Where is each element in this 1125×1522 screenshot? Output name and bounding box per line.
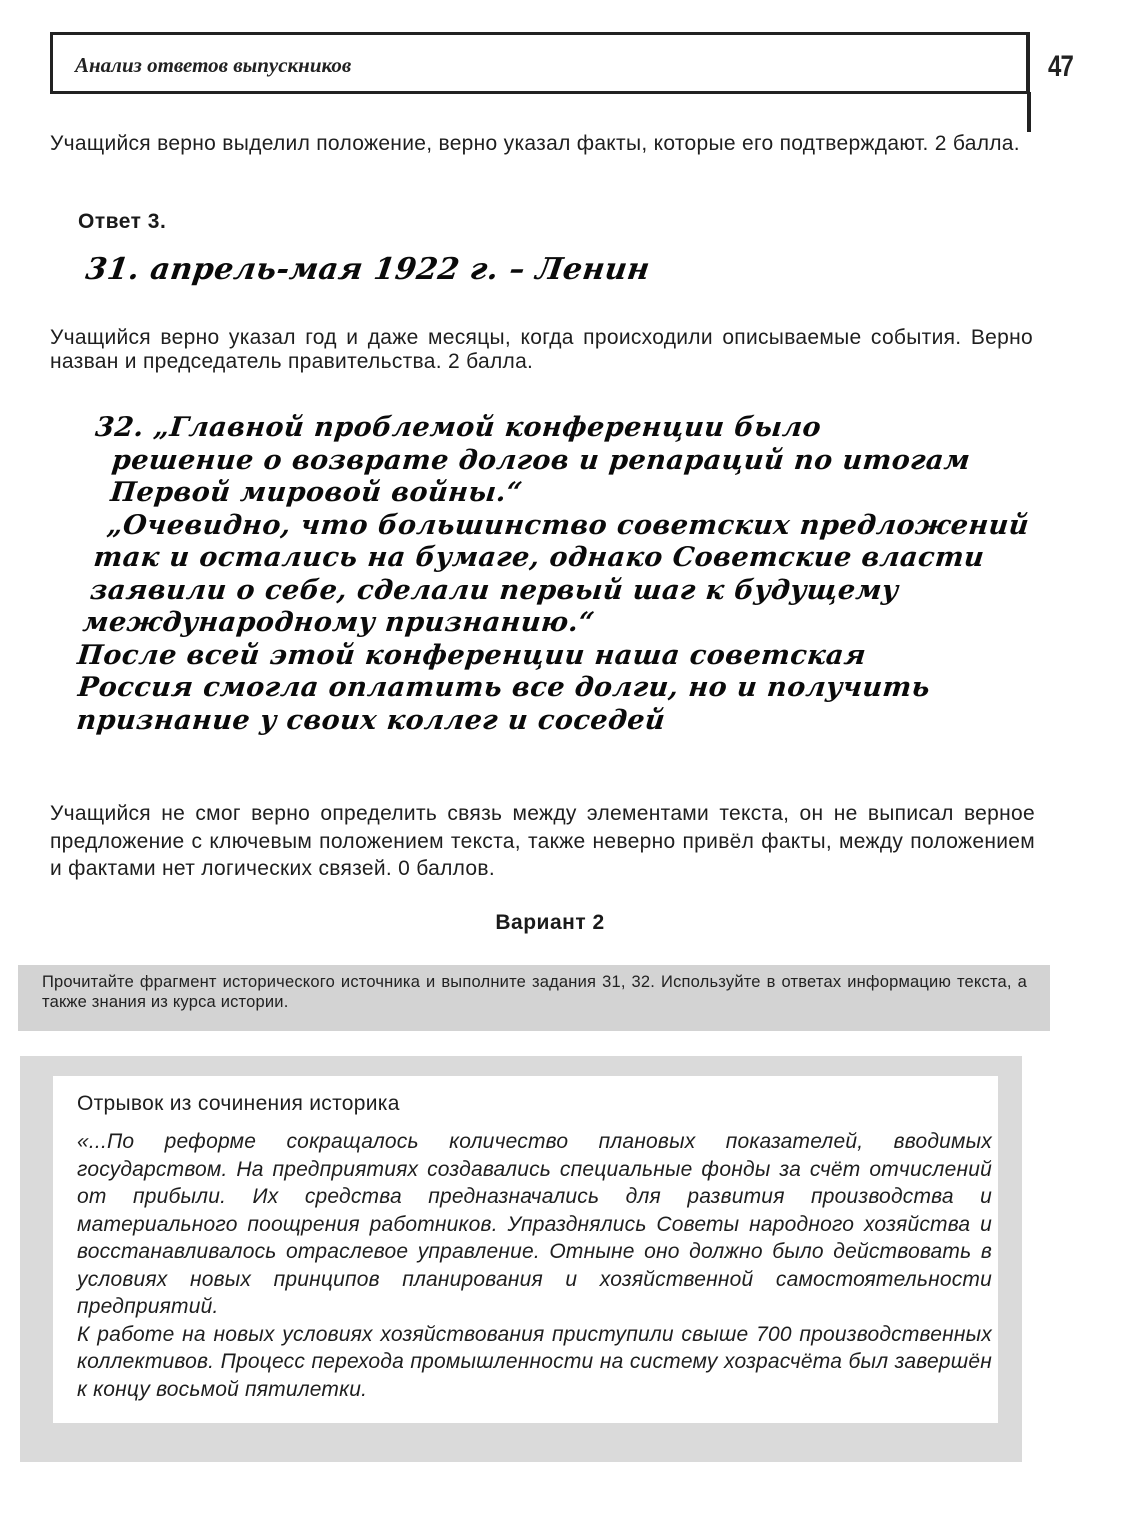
header-rule: [1027, 92, 1031, 132]
running-header: [50, 32, 1030, 94]
handwritten-answer-31: 31. апрель-мая 1922 г. – Ленин: [83, 252, 653, 287]
handwritten-line: так и остались на бумаге, однако Советские власти: [92, 542, 986, 573]
source-excerpt-title: Отрывок из сочинения историка: [77, 1092, 400, 1115]
handwritten-line: решение о возврате долгов и репараций по итогам: [110, 444, 972, 476]
task-instruction-text: Прочитайте фрагмент исторического источника и выполните задания 31, 32. Используйте в ответах информацию текста, а также знания из курса истории.: [42, 973, 1027, 1011]
source-excerpt-body: [77, 1128, 992, 1403]
answer-3-heading: Ответ 3.: [78, 210, 167, 233]
handwritten-line: признание у своих коллег и соседей: [75, 704, 667, 736]
evaluation-paragraph-31: Учащийся верно указал год и даже месяцы, когда происходили описываемые события. Верно назван и председатель правительства. 2 балла.: [50, 326, 1033, 373]
source-paragraph: «...По реформе сокращалось количество плановых показателей, вводимых государством. На предприятиях создавались специальные фонды за счёт отчислений от прибыли. Их средства предназначались для развития производства и материального поощрения работников. Упразднялись Советы народного хозяйства и восстанавливалось отраслевое управление. Отныне оно должно было действовать в условиях новых принципов планирования и хозяйственной самостоятельности предприятий.: [77, 1130, 992, 1318]
handwritten-line: Россия смогла оплатить все долги, но и получить: [76, 672, 932, 703]
running-header-title: Анализ ответов выпускников: [75, 53, 352, 77]
variant-heading: Вариант 2: [495, 911, 605, 934]
page-number: 47: [1048, 50, 1074, 83]
source-excerpt-frame: [20, 1056, 1022, 1462]
handwritten-line: 32. „Главной проблемой конференции было: [93, 412, 823, 443]
handwritten-line: „Очевидно, что большинство советских предложений: [105, 509, 1031, 541]
handwritten-line: После всей этой конференции наша советская: [75, 639, 868, 671]
handwritten-answer-32: [63, 412, 1031, 737]
handwritten-line: Первой мировой войны.“: [108, 477, 525, 508]
source-paragraph: К работе на новых условиях хозяйствования приступили свыше 700 производственных коллективов. Процесс перехода промышленности на систему хозрасчёта был завершён к концу восьмой пятилетки.: [77, 1322, 992, 1401]
evaluation-paragraph-top: Учащийся верно выделил положение, верно указал факты, которые его подтверждают. 2 балла.: [50, 132, 1020, 155]
evaluation-paragraph-32: Учащийся не смог верно определить связь между элементами текста, он не выписал верное предложение с ключевым положением текста, также неверно привёл факты, между положением и фактами нет логических связей. 0 баллов.: [50, 802, 1035, 880]
source-excerpt-box: [53, 1076, 998, 1423]
task-instruction-band: [18, 965, 1050, 1031]
handwritten-line: международному признанию.“: [81, 607, 597, 638]
handwritten-line: заявили о себе, сделали первый шаг к будущему: [88, 574, 901, 606]
